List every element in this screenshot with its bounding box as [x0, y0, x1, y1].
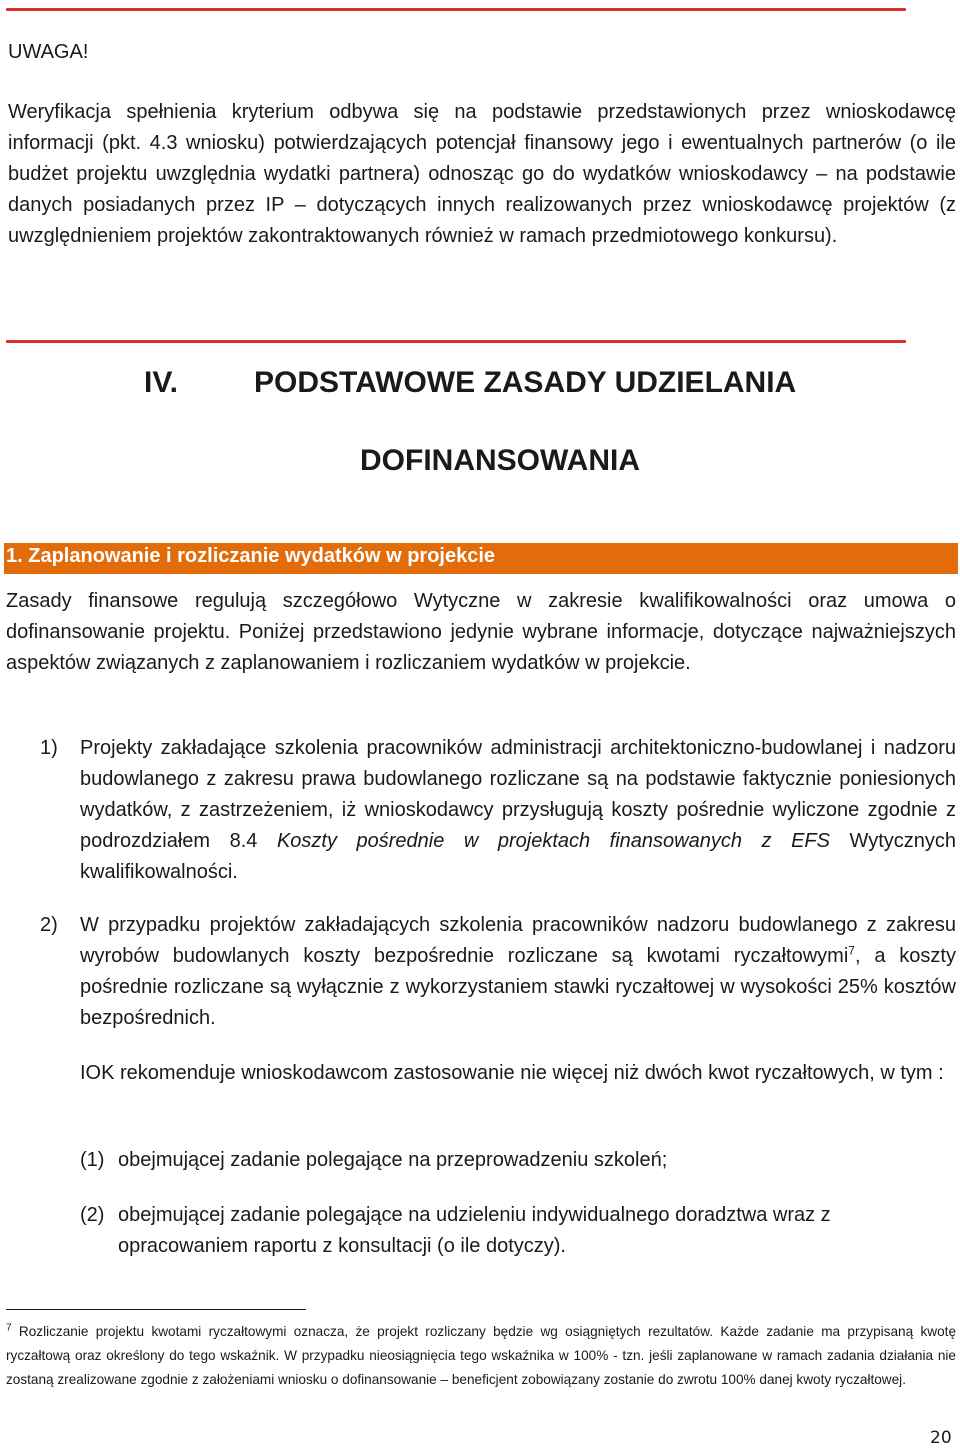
- list-item-italic-text: Koszty pośrednie w projektach finansowanych z EFS: [276, 830, 830, 852]
- footnote: [6, 1320, 956, 1392]
- sublist-item-text: obejmującej zadanie polegające na udzieleniu indywidualnego doradztwa wraz z opracowaniem raportu z konsultacji (o ile dotyczy).: [118, 1204, 831, 1257]
- intro-paragraph: Zasady finansowe regulują szczegółowo Wytyczne w zakresie kwalifikowalności oraz umowa o dofinansowanie projektu. Poniżej przedstawiono jedynie wybrane informacje, dotyczące najważniejszych aspektów związanych z zaplanowaniem i rozliczaniem wydatków w projekcie.: [6, 590, 956, 674]
- iok-paragraph: IOK rekomenduje wnioskodawcom zastosowanie nie więcej niż dwóch kwot ryczałtowych, w tym :: [80, 1062, 944, 1084]
- section-title-line1: PODSTAWOWE ZASADY UDZIELANIA: [254, 366, 797, 399]
- footnote-number: 7: [6, 1322, 12, 1334]
- section-title-line2: DOFINANSOWANIA: [360, 444, 640, 477]
- page-number: 20: [930, 1428, 952, 1448]
- list-item-number: 1): [40, 737, 58, 759]
- subsection-label: 1. Zaplanowanie i rozliczanie wydatków w projekcie: [6, 545, 496, 567]
- list-item-text: W przypadku projektów zakładających szkolenia pracowników nadzoru budowlanego z zakresu wyrobów budowlanych koszty bezpośrednie rozliczane są kwotami ryczałtowymi: [80, 914, 956, 967]
- list-item-text-end: Wytycznych kwalifikowalności.: [80, 830, 957, 883]
- sublist-item-number: (2): [80, 1204, 105, 1226]
- top-rule: [6, 8, 906, 11]
- list-item: [80, 910, 956, 1034]
- list-item-text: Projekty zakładające szkolenia pracowników administracji architektoniczno-budowlanej i nadzoru budowlanego z zakresu prawa budowlanego rozliczane są na podstawie faktycznie poniesionych wydatków, z zastrzeżeniem, iż wnioskodawcy przysługują koszty pośrednie wyliczone zgodnie z podrozdziałem 8.4: [80, 737, 956, 852]
- warning-title: UWAGA!: [8, 41, 89, 63]
- section-number: IV.: [144, 366, 178, 399]
- section-rule: [6, 340, 906, 343]
- footnote-text: Rozliczanie projektu kwotami ryczałtowymi oznacza, że projekt rozliczany będzie wg osiągniętych rezultatów. Każde zadanie ma przypisaną kwotę ryczałtową oraz określony do tego wskaźnik. W przypadku nieosiągnięcia tego wskaźnika w 100% - tzn. jeśli zaplanowane w ramach zadania działania nie zostaną zrealizowane zgodnie z założeniami wniosku o dofinansowanie – beneficjent zobowiązany zostanie do zwrotu 100% danej kwoty ryczałtowej.: [6, 1324, 957, 1387]
- footnote-separator: [6, 1309, 306, 1310]
- list-item: [80, 733, 956, 888]
- warning-text: Weryfikacja spełnienia kryterium odbywa się na podstawie przedstawionych przez wnioskodawcę informacji (pkt. 4.3 wniosku) potwierdzających potencjał finansowy jego i ewentualnych partnerów (o ile budżet projektu uwzględnia wydatki partnera) odnosząc go do wydatków wnioskodawcy – na podstawie danych posiadanych przez IP – dotyczących innych realizowanych przez wnioskodawcę projektów (z uwzględnieniem projektów zakontraktowanych również w ramach przedmiotowego konkursu).: [8, 101, 956, 247]
- list-item-number: 2): [40, 914, 58, 936]
- sublist-item-text: obejmującej zadanie polegające na przeprowadzeniu szkoleń;: [118, 1149, 668, 1171]
- sublist-item-number: (1): [80, 1149, 105, 1171]
- subsection-bar: [4, 543, 958, 574]
- footnote-ref[interactable]: 7: [848, 943, 855, 958]
- list-item-text-end: , a koszty pośrednie rozliczane są wyłącznie z wykorzystaniem stawki ryczałtowej w wysokości 25% kosztów bezpośrednich.: [80, 945, 956, 1029]
